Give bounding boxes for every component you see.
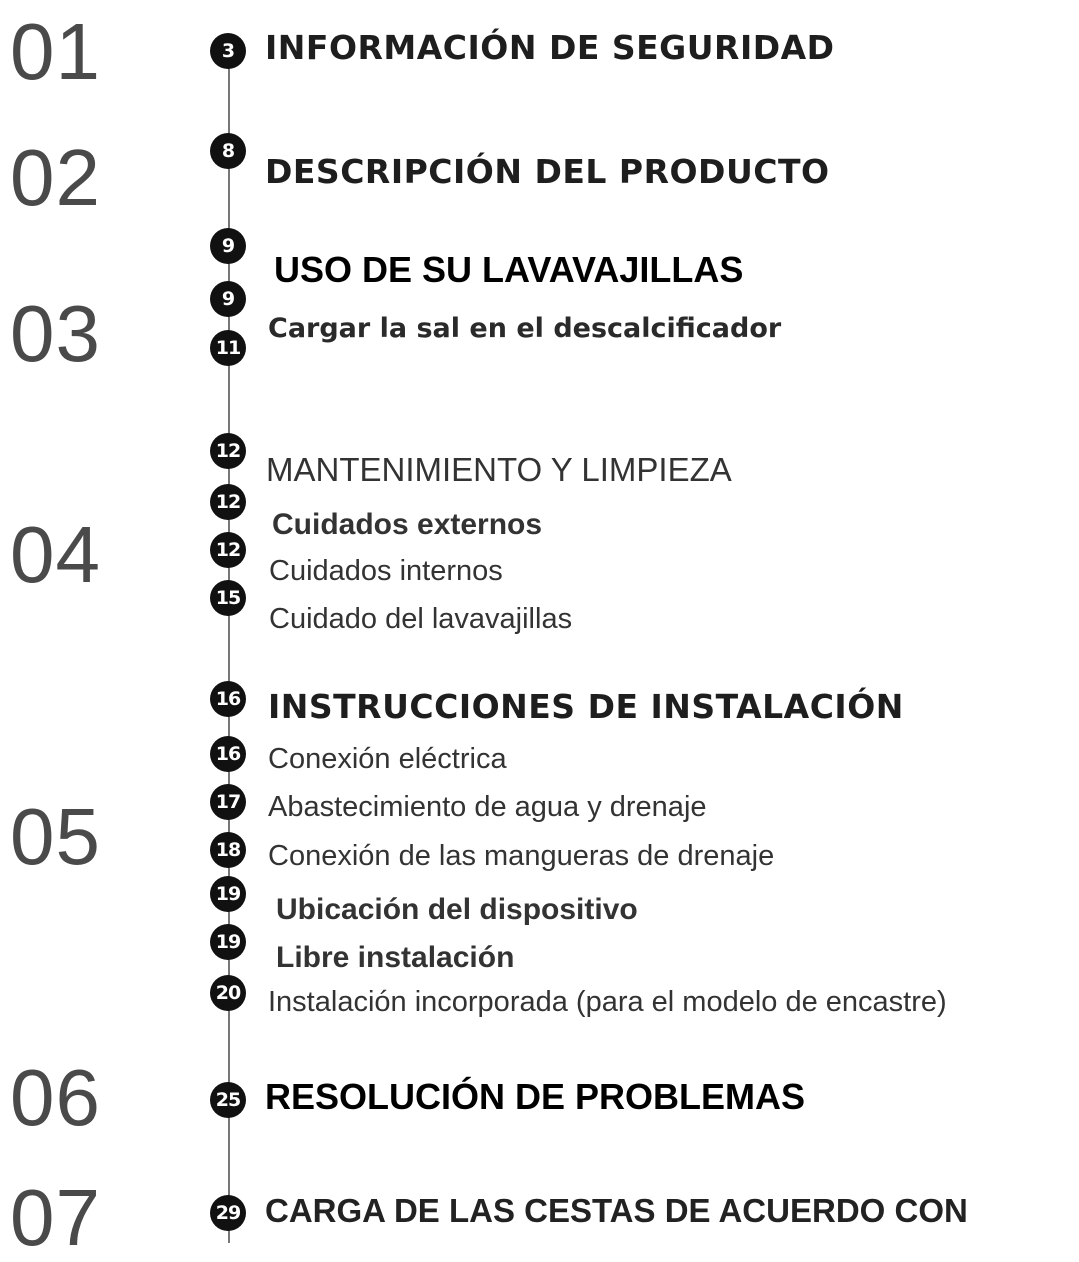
timeline-line [228,42,230,1243]
section-number-07: 07 [10,1173,101,1262]
section-number-06: 06 [10,1053,101,1142]
page-badge: 8 [210,133,246,169]
page-badge: 20 [210,975,246,1011]
page-badge: 12 [210,484,246,520]
page-badge: 19 [210,924,246,960]
page-badge: 25 [210,1082,246,1118]
page-badge: 29 [210,1195,246,1231]
toc-heading[interactable]: INFORMACIÓN DE SEGURIDAD [265,28,835,67]
toc-heading[interactable]: DESCRIPCIÓN DEL PRODUCTO [265,152,830,191]
section-number-05: 05 [10,792,101,881]
page-badge: 3 [210,33,246,69]
toc-heading[interactable]: RESOLUCIÓN DE PROBLEMAS [265,1076,806,1117]
toc-heading[interactable]: USO DE SU LAVAVAJILLAS [274,249,744,290]
toc-heading[interactable]: MANTENIMIENTO Y LIMPIEZA [266,451,732,488]
page-badge: 12 [210,532,246,568]
page-badge: 12 [210,433,246,469]
toc-subentry[interactable]: Cuidados externos [272,508,543,541]
section-number-04: 04 [10,510,101,599]
page-badge: 18 [210,832,246,868]
page-badge: 16 [210,681,246,717]
page-badge: 11 [210,330,246,366]
page-badge: 16 [210,736,246,772]
toc-heading[interactable]: INSTRUCCIONES DE INSTALACIÓN [268,687,904,726]
page-badge: 15 [210,580,246,616]
section-number-02: 02 [10,133,101,222]
page-badge: 9 [210,228,246,264]
toc-subentry[interactable]: Abastecimiento de agua y drenaje [268,791,707,823]
page-badge: 17 [210,784,246,820]
section-number-01: 01 [10,7,101,96]
section-number-03: 03 [10,289,101,378]
toc-subentry[interactable]: Conexión eléctrica [268,743,507,775]
toc-subentry[interactable]: Cuidados internos [269,555,503,587]
page-badge: 9 [210,281,246,317]
page-badge: 19 [210,876,246,912]
toc-subentry[interactable]: Cargar la sal en el descalcificador [268,313,782,344]
toc-subentry[interactable]: Conexión de las mangueras de drenaje [268,840,775,872]
toc-subentry[interactable]: Instalación incorporada (para el modelo de encastre) [268,986,947,1018]
toc-subentry[interactable]: Cuidado del lavavajillas [269,603,573,635]
toc-subentry[interactable]: Libre instalación [276,941,515,974]
toc-subentry[interactable]: Ubicación del dispositivo [276,893,638,926]
toc-heading[interactable]: CARGA DE LAS CESTAS DE ACUERDO CON [265,1192,968,1229]
